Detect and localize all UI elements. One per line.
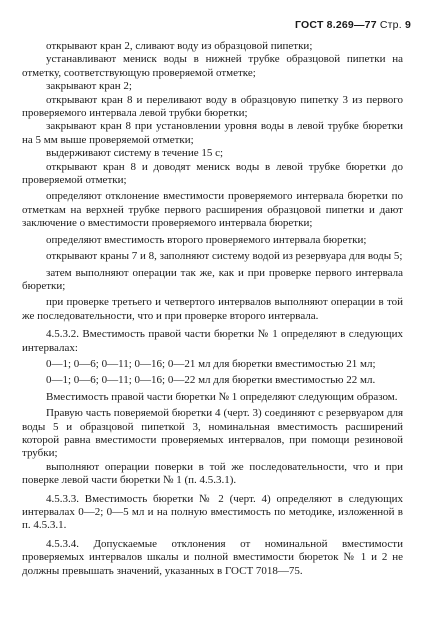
- paragraph: открывают краны 7 и 8, заполняют систему водой из резервуара для воды 5;: [46, 250, 403, 263]
- paragraph: устанавливают мениск воды в нижней трубке образцовой пипетки на отметку, соответствующую проверяемой отметке;: [22, 53, 403, 79]
- paragraph: Правую часть поверяемой бюретки 4 (черт. 3) соединяют с резервуаром для воды 5 и образцовой пипеткой 3, номинальная вместимость расширений которой равна вместимости проверяемых интервалов, при помощи резиновой трубки;: [22, 407, 403, 460]
- page-label: Стр.: [379, 19, 402, 31]
- standard-number: ГОСТ 8.269—77: [295, 19, 377, 31]
- paragraph: закрывают кран 8 при установлении уровня воды в левой трубке бюретки на 5 мм выше проверяемой отметки;: [22, 120, 403, 146]
- section-4-5-3-3: 4.5.3.3. Вместимость бюретки № 2 (черт. 4) определяют в следующих интервалах 0—2; 0—5 мл и на полную вместимость по методике, изложенной в п. 4.5.3.1.: [22, 492, 403, 532]
- paragraph: при проверке третьего и четвертого интервалов выполняют операции в той же последовательности, что и при проверке второго интервала.: [22, 296, 403, 322]
- page-header: [295, 19, 411, 31]
- paragraph: Вместимость правой части бюретки № 1 определяют следующим образом.: [46, 390, 398, 403]
- paragraph: выполняют операции поверки в той же последовательности, что и при поверке левой части бюретки № 1 (п. 4.5.3.1).: [22, 460, 403, 487]
- paragraph: выдерживают систему в течение 15 с;: [46, 147, 224, 160]
- document-body: [22, 40, 403, 578]
- page-number: 9: [404, 19, 411, 31]
- paragraph: затем выполняют операции так же, как и при проверке первого интервала бюретки;: [22, 266, 403, 292]
- paragraph: открывают кран 8 и доводят мениск воды в левой трубке бюретки до проверяемой отметки;: [22, 160, 403, 187]
- paragraph: открывают кран 2, сливают воду из образцовой пипетки;: [46, 40, 313, 52]
- interval-list-21ml: 0—1; 0—6; 0—11; 0—16; 0—21 мл для бюретки вместимостью 21 мл;: [46, 357, 376, 370]
- paragraph: закрывают кран 2;: [46, 80, 132, 93]
- paragraph: определяют отклонение вместимости проверяемого интервала бюретки по отметкам на верхней трубке первого расширения образцовой пипетки и дают заключение о вместимости проверяемого интервала бюретки;: [22, 190, 403, 230]
- interval-list-22ml: 0—1; 0—6; 0—11; 0—16; 0—22 мл для бюретки вместимостью 22 мл.: [46, 374, 376, 387]
- paragraph: определяют вместимость второго проверяемого интервала бюретки;: [46, 233, 367, 246]
- paragraph: открывают кран 8 и переливают воду в образцовую пипетку 3 из первого проверяемого интервала левой трубки бюретки;: [22, 93, 403, 120]
- section-4-5-3-4: 4.5.3.4. Допускаемые отклонения от номинальной вместимости проверяемых интервалов шкалы и полной вместимости бюреток № 1 и 2 не должны превышать значений, указанных в ГОСТ 7018—75.: [22, 537, 403, 577]
- section-4-5-3-2: 4.5.3.2. Вместимость правой части бюретки № 1 определяют в следующих интервалах:: [22, 328, 403, 354]
